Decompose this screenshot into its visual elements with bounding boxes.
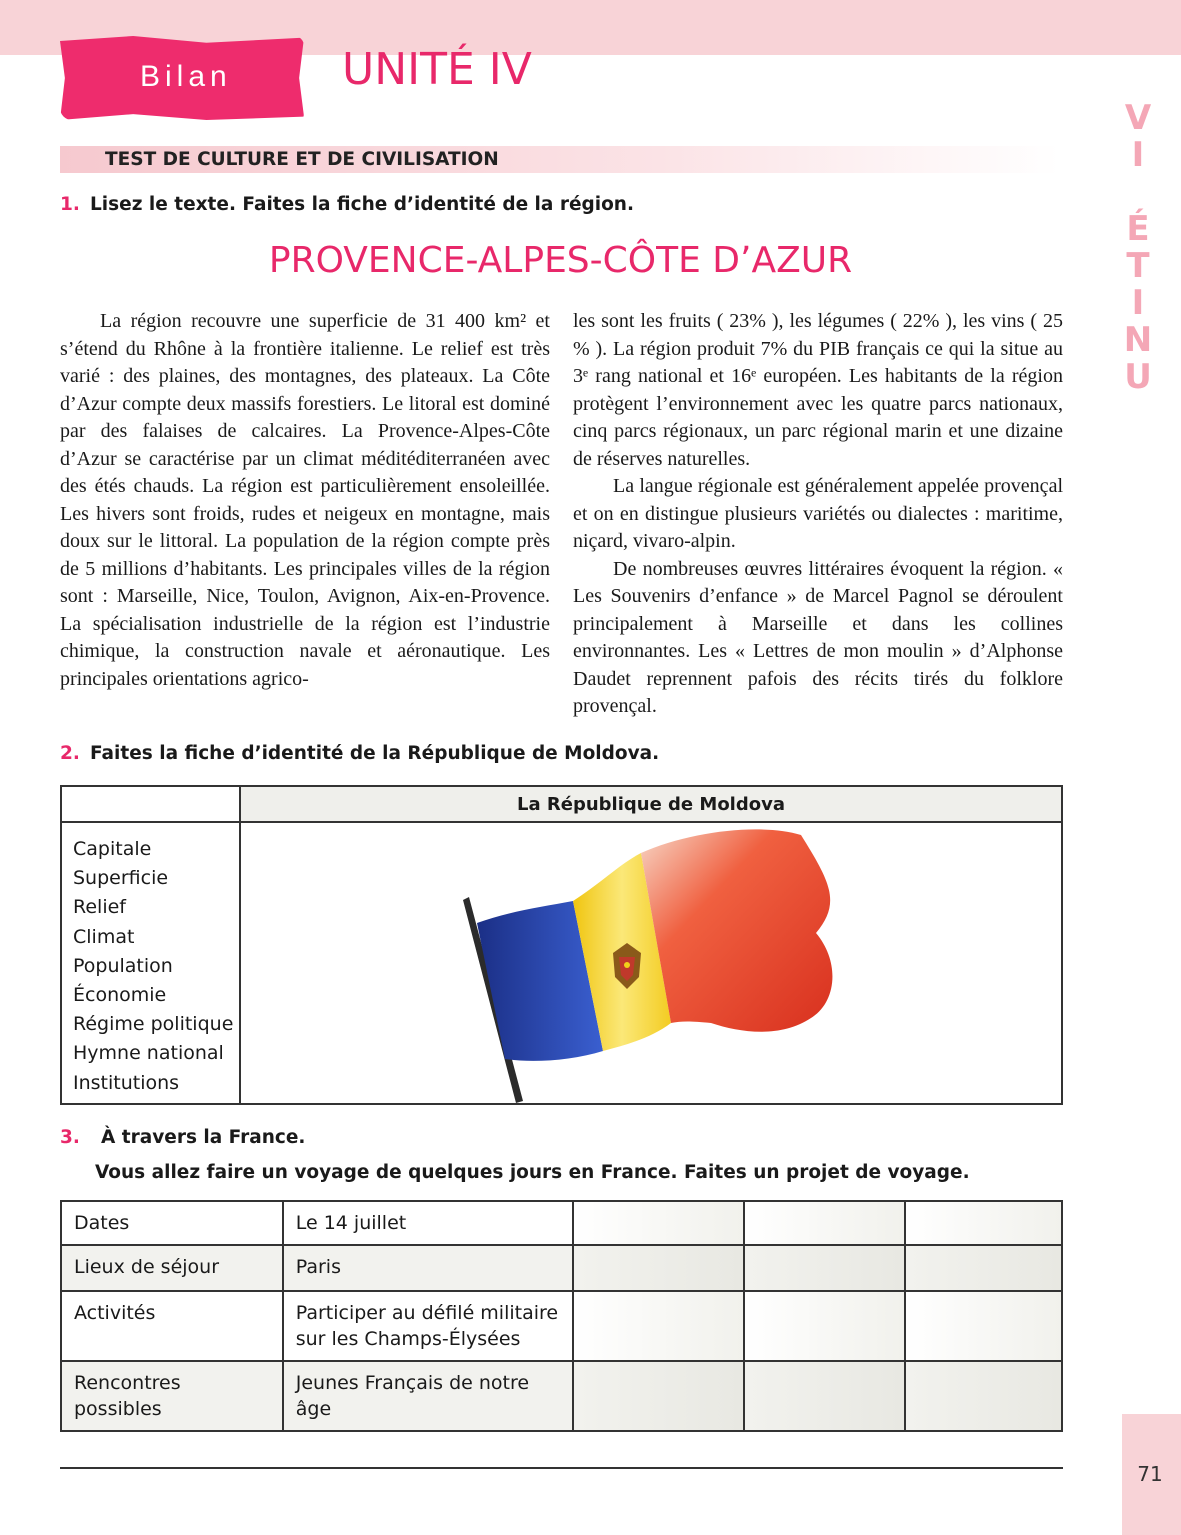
field-label: Population <box>73 954 173 977</box>
q1-instruction: Lisez le texte. Faites la fiche d’identité de la région. <box>90 194 634 215</box>
row-value: Participer au défilé militaire sur les Champs-Élysées <box>283 1291 573 1361</box>
q2-number: 2. <box>60 743 80 764</box>
empty-cell[interactable] <box>744 1361 906 1431</box>
side-letter: I <box>1131 283 1145 323</box>
empty-cell[interactable] <box>905 1361 1062 1431</box>
empty-cell[interactable] <box>573 1361 744 1431</box>
empty-cell[interactable] <box>744 1201 906 1245</box>
empty-cell[interactable] <box>573 1245 744 1291</box>
moldova-table <box>60 785 1063 1105</box>
side-letter <box>1118 174 1158 211</box>
table-corner <box>61 786 240 822</box>
q3-instruction: Vous allez faire un voyage de quelques jours en France. Faites un projet de voyage. <box>95 1162 970 1183</box>
flag-cell <box>240 822 1062 1104</box>
table-row <box>61 1201 1062 1245</box>
row-label: Dates <box>61 1201 283 1245</box>
row-label: Lieux de séjour <box>61 1245 283 1291</box>
empty-cell[interactable] <box>905 1291 1062 1361</box>
text-column-right <box>573 308 1063 721</box>
q3-number: 3. <box>60 1127 80 1148</box>
row-value: Paris <box>283 1245 573 1291</box>
empty-cell[interactable] <box>905 1201 1062 1245</box>
unit-title: UNITÉ IV <box>342 44 532 95</box>
paragraph: De nombreuses œuvres littéraires évoquent la région. « Les Souvenirs d’enfance » de Marcel Pagnol se déroulent principalement à Marseille et dans les collines environnantes. Les « Lettres de mon moulin » d’Alphonse Daudet reprennent pafois des récits tirés du folklore provençal. <box>573 557 1063 717</box>
field-label: Capitale <box>73 838 152 860</box>
empty-cell[interactable] <box>573 1291 744 1361</box>
table-header: La République de Moldova <box>240 786 1062 822</box>
footer-rule <box>60 1467 1063 1469</box>
field-label: Superficie <box>73 867 169 890</box>
empty-cell[interactable] <box>744 1291 906 1361</box>
bilan-label: Bilan <box>140 60 232 93</box>
section-title: TEST DE CULTURE ET DE CIVILISATION <box>105 149 499 170</box>
side-letter: V <box>1124 98 1152 138</box>
flag-red-stripe <box>641 829 832 1031</box>
row-value: Le 14 juillet <box>283 1201 573 1245</box>
travel-table <box>60 1200 1063 1432</box>
side-letter: U <box>1124 357 1152 397</box>
empty-cell[interactable] <box>573 1201 744 1245</box>
table-row <box>61 1291 1062 1361</box>
row-label: Rencontres possibles <box>61 1361 283 1431</box>
paragraph: La langue régionale est généralement appelée provençal et on en distingue plusieurs variétés ou dialectes : maritime, niçard, vivaro-alpin. <box>573 475 1063 552</box>
field-label: Relief <box>73 896 126 919</box>
table-row <box>61 1361 1062 1431</box>
text-column-left <box>60 308 550 693</box>
moldova-flag-image <box>241 823 1061 1103</box>
side-letter: N <box>1123 320 1153 360</box>
field-label: Institutions <box>73 1071 180 1094</box>
empty-cell[interactable] <box>905 1245 1062 1291</box>
row-value: Jeunes Français de notre âge <box>283 1361 573 1431</box>
side-letter: É <box>1126 209 1150 249</box>
row-label: Activités <box>61 1291 283 1361</box>
page-number: 71 <box>1137 1462 1163 1486</box>
table-row <box>61 1245 1062 1291</box>
field-label: Hymne national <box>73 1042 224 1065</box>
empty-cell[interactable] <box>744 1245 906 1291</box>
region-title: PROVENCE-ALPES-CÔTE D’AZUR <box>268 240 853 281</box>
q3-title: À travers la France. <box>101 1127 306 1148</box>
side-letter: T <box>1126 246 1150 286</box>
side-letter: I <box>1131 135 1145 175</box>
side-unit-label <box>1118 100 1158 396</box>
q2-instruction: Faites la fiche d’identité de la République de Moldova. <box>90 743 660 764</box>
field-label: Climat <box>73 925 135 948</box>
field-label: Régime politique <box>73 1013 234 1036</box>
paragraph: les sont les fruits ( 23% ), les légumes ( 22% ), les vins ( 25 % ). La région produit 7% du PIB français ce qui la situe au 3ᵉ rang national et 16ᵉ européen. Les habitants de la région protègent l’environnement avec les quatre parcs nationaux, cinq parcs régionaux, un parc régional marin et une dizaine de réserves naturelles. <box>573 310 1063 470</box>
field-list <box>61 822 240 1104</box>
paragraph: La région recouvre une superficie de 31 400 km² et s’étend du Rhône à la frontière italienne. Le relief est très varié : des plaines, des montagnes, des plateaux. La Côte d’Azur compte deux massifs forestiers. Le litoral est dominé par des falaises de calcaires. La Provence-Alpes-Côte d’Azur se caractérise par un climat méditéditerranéen avec des étés chauds. La région est particulièrement ensoleillée. Les hivers sont froids, rudes et neigeux en montagne, mais doux sur le littoral. La population de la région compte près de 5 millions d’habitants. Les principales villes de la région sont : Marseille, Nice, Toulon, Avignon, Aix-en-Provence. La spécialisation industrielle de la région est l’industrie chimique, la construction navale et aéronautique. Les principales orientations agrico- <box>60 310 550 690</box>
field-label: Économie <box>73 984 167 1007</box>
q1-number: 1. <box>60 194 80 215</box>
